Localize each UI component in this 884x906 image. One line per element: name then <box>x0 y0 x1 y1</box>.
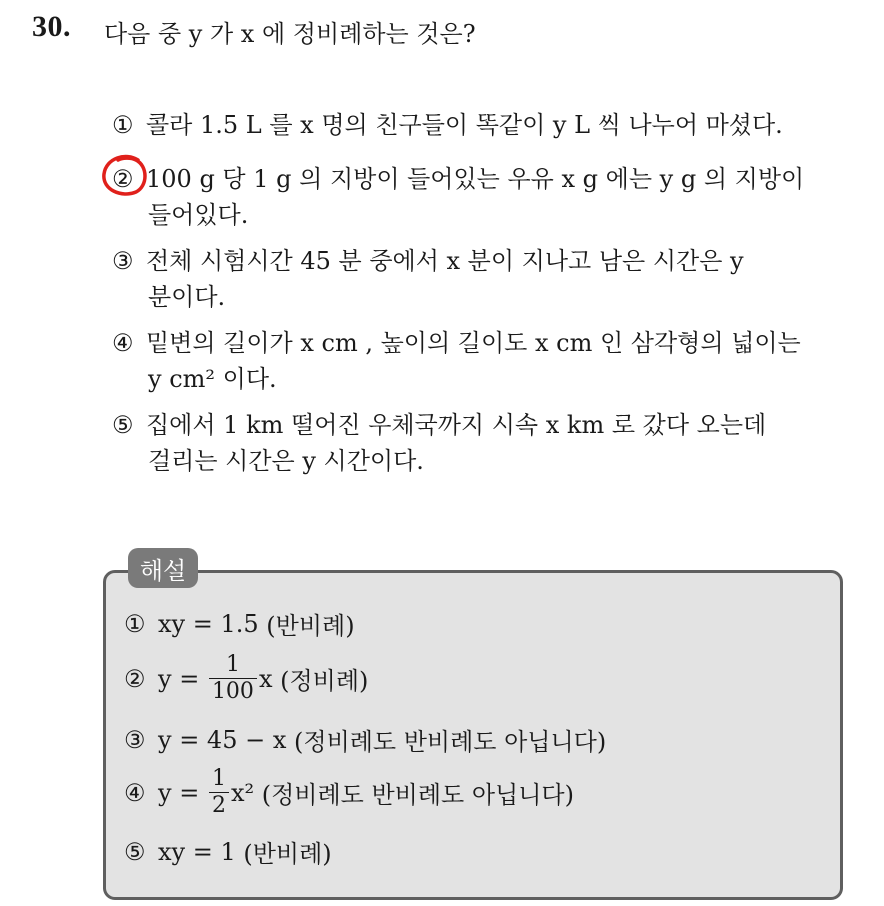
solution-note: (반비례) <box>243 840 332 868</box>
choice-3[interactable] <box>112 242 744 280</box>
choice-text: 전체 시험시간 45 분 중에서 x 분이 지나고 남은 시간은 y <box>146 247 744 275</box>
question-number: 30. <box>32 10 71 43</box>
solution-mark: ⑤ <box>124 837 146 866</box>
choice-4-continued: y cm² 이다. <box>148 365 277 393</box>
choice-text: 콜라 1.5 L 를 x 명의 친구들이 똑같이 y L 씩 나누어 마셨다. <box>146 111 783 139</box>
solution-equation: xy = 1 <box>158 837 236 866</box>
solution-note: (반비례) <box>266 612 355 640</box>
fraction <box>209 766 229 819</box>
fraction-numerator: 1 <box>211 766 226 791</box>
choice-mark: ③ <box>112 247 134 275</box>
solution-equation: y = <box>158 664 200 693</box>
solution-equation: xy = 1.5 <box>158 609 259 638</box>
solution-note: (정비례도 반비례도 아닙니다) <box>294 728 607 756</box>
choice-3-continued: 분이다. <box>148 283 226 311</box>
fraction-denominator: 2 <box>211 793 226 818</box>
fraction <box>209 652 257 705</box>
solution-line-3 <box>124 722 606 757</box>
solution-mark: ③ <box>124 725 146 754</box>
choice-text: 밑변의 길이가 x cm , 높이의 길이도 x cm 인 삼각형의 넓이는 <box>146 329 801 357</box>
choice-text: 집에서 1 km 떨어진 우체국까지 시속 x km 로 갔다 오는데 <box>146 411 767 439</box>
question-text: 다음 중 y 가 x 에 정비례하는 것은? <box>104 20 476 48</box>
choice-4[interactable] <box>112 324 801 362</box>
choice-1[interactable] <box>112 106 783 144</box>
solution-line-2 <box>124 652 368 705</box>
fraction-numerator: 1 <box>225 652 240 677</box>
choice-2[interactable] <box>112 160 804 198</box>
choice-mark: ⑤ <box>112 411 134 439</box>
choice-text: 100 g 당 1 g 의 지방이 들어있는 우유 x g 에는 y g 의 지방이 <box>146 165 805 193</box>
solution-line-4 <box>124 766 574 819</box>
choice-mark: ② <box>112 165 134 193</box>
solution-mark: ④ <box>124 778 146 807</box>
solution-line-5 <box>124 834 332 869</box>
solution-equation: y = 45 − x <box>158 725 287 754</box>
fraction-denominator: 100 <box>211 679 254 704</box>
solution-variable: x² <box>230 778 255 807</box>
solution-mark: ① <box>124 609 146 638</box>
choice-5[interactable] <box>112 406 766 444</box>
choice-5-continued: 걸리는 시간은 y 시간이다. <box>148 447 424 475</box>
solution-mark: ② <box>124 664 146 693</box>
choice-2-continued: 들어있다. <box>148 201 249 229</box>
solution-tab-label: 해설 <box>128 548 198 588</box>
solution-note: (정비례도 반비례도 아닙니다) <box>261 781 574 809</box>
solution-note: (정비례) <box>280 667 369 695</box>
choice-mark: ① <box>112 111 134 139</box>
solution-variable: x <box>258 664 273 693</box>
solution-line-1 <box>124 606 355 641</box>
solution-equation: y = <box>158 778 200 807</box>
choice-mark: ④ <box>112 329 134 357</box>
